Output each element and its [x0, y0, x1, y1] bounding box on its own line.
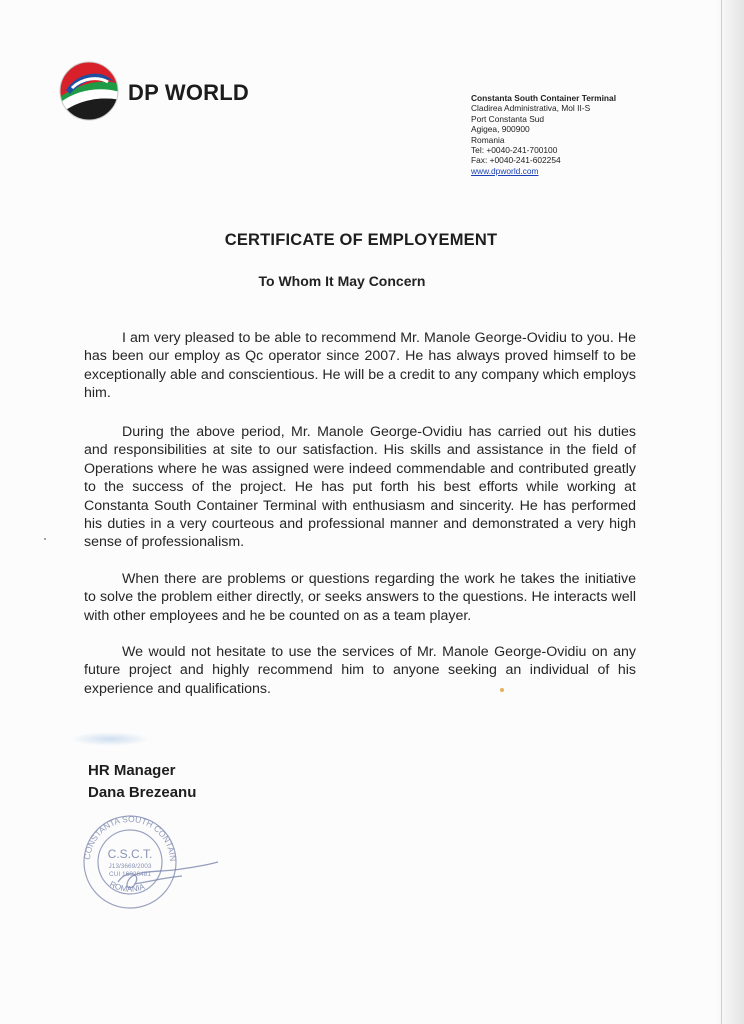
document-subtitle: To Whom It May Concern — [258, 273, 426, 289]
company-stamp — [78, 812, 228, 912]
stamp-reg-text: J13/3669/2003 — [108, 863, 152, 870]
document-title: CERTIFICATE OF EMPLOYEMENT — [224, 231, 498, 249]
stamp-cui-text: CUI 16026481 — [109, 871, 151, 878]
dp-world-globe-icon — [58, 60, 120, 122]
address-website-link[interactable]: www.dpworld.com — [471, 165, 539, 176]
stamp-country-text: ROMANIA — [108, 879, 146, 894]
address-line: Cladirea Administrativa, Mol II-S — [471, 103, 591, 114]
stamp-ring-text: CONSTANTA SOUTH CONTAIN — [81, 813, 179, 862]
signatory-role: HR Manager — [88, 762, 176, 779]
address-line: Romania — [471, 134, 505, 145]
dp-world-logo — [58, 60, 258, 122]
logo-wordmark: DP WORLD — [128, 80, 249, 105]
company-address — [471, 93, 616, 176]
body-paragraph: We would not hesitate to use the services of Mr. Manole George-Ovidiu on any future project and highly recommend him to anyone seeking an individual of his experience and qualifications. — [84, 644, 636, 697]
body-paragraph: When there are problems or questions regarding the work he takes the initiative to solve the problem either directly, or seeks answers to the questions. He interacts well with other employees and he be counted on as a team player. — [84, 571, 636, 624]
stamp-center-text: C.S.C.T. — [107, 847, 153, 861]
paper-speck — [44, 538, 46, 540]
signatory-name: Dana Brezeanu — [88, 784, 197, 801]
stamp-seal-icon — [78, 812, 228, 912]
address-tel: Tel: +0040-241-700100 — [471, 145, 558, 156]
address-line: Agigea, 900900 — [471, 124, 530, 135]
body-paragraph: During the above period, Mr. Manole George-Ovidiu has carried out his duties and responsibilities at site to our satisfaction. His skills and assistance in the field of Operations where he was assigned were indeed commendable and contributed greatly to the success of the project. He has put forth his best efforts while working at Constanta South Container Terminal with enthusiasm and sincerity. He has performed his duties in a very courteous and professional manner and demonstrated a very high sense of professionalism. — [84, 424, 636, 551]
address-line: Port Constanta Sud — [471, 113, 545, 124]
ink-dot — [500, 688, 504, 692]
body-paragraph: I am very pleased to be able to recommend Mr. Manole George-Ovidiu to you. He has been our employ as Qc operator since 2007. He has always proved himself to be exceptionally able and conscientious. He will be a credit to any company which employs him. — [84, 330, 636, 402]
page-edge-line — [721, 0, 722, 1024]
address-company: Constanta South Container Terminal — [471, 93, 617, 103]
ink-smudge — [70, 732, 150, 746]
address-fax: Fax: +0040-241-602254 — [471, 155, 561, 166]
